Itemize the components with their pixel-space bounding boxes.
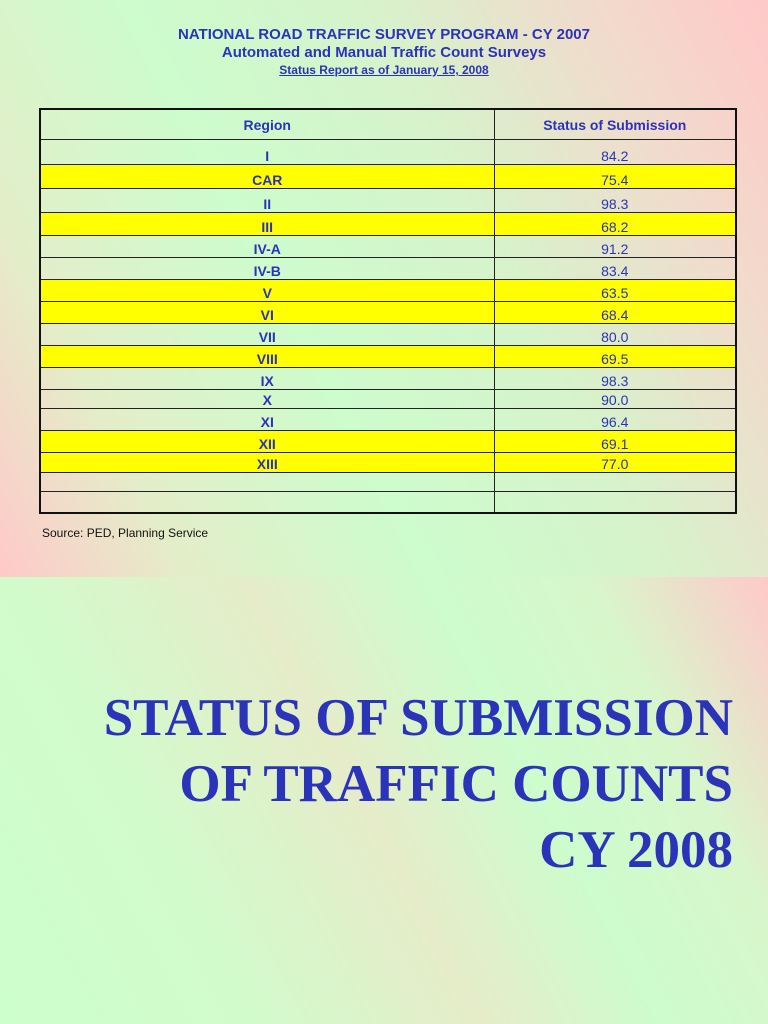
report-subtitle: Automated and Manual Traffic Count Surveys bbox=[221, 44, 547, 61]
report-title: NATIONAL ROAD TRAFFIC SURVEY PROGRAM - CY 2007 bbox=[177, 26, 590, 43]
table-row bbox=[40, 409, 736, 431]
table-row bbox=[40, 431, 736, 453]
status-value-cell: 63.5 bbox=[494, 280, 736, 302]
region-cell: IV-B bbox=[40, 258, 494, 280]
source-note: Source: PED, Planning Service bbox=[42, 526, 209, 540]
column-header-status: Status of Submission bbox=[494, 109, 736, 140]
region-cell: VII bbox=[40, 324, 494, 346]
status-value-cell: 68.2 bbox=[494, 213, 736, 236]
slide-title bbox=[104, 685, 733, 883]
table-row bbox=[40, 390, 736, 409]
status-table bbox=[39, 108, 737, 514]
region-cell: XIII bbox=[40, 453, 494, 473]
region-cell: IV-A bbox=[40, 236, 494, 258]
region-cell: IX bbox=[40, 368, 494, 390]
table-row bbox=[40, 453, 736, 473]
status-value-cell bbox=[494, 473, 736, 492]
title-slide bbox=[0, 577, 768, 1024]
region-cell: XII bbox=[40, 431, 494, 453]
status-value-cell: 80.0 bbox=[494, 324, 736, 346]
status-value-cell: 68.4 bbox=[494, 302, 736, 324]
region-cell bbox=[40, 492, 494, 513]
status-value-cell: 84.2 bbox=[494, 140, 736, 165]
status-value-cell: 91.2 bbox=[494, 236, 736, 258]
status-value-cell: 75.4 bbox=[494, 165, 736, 189]
table-row bbox=[40, 189, 736, 213]
region-cell: III bbox=[40, 213, 494, 236]
table-row bbox=[40, 368, 736, 390]
region-cell: CAR bbox=[40, 165, 494, 189]
region-cell: VIII bbox=[40, 346, 494, 368]
region-cell: V bbox=[40, 280, 494, 302]
status-value-cell: 96.4 bbox=[494, 409, 736, 431]
status-value-cell: 69.1 bbox=[494, 431, 736, 453]
region-cell: VI bbox=[40, 302, 494, 324]
table-row bbox=[40, 213, 736, 236]
region-cell: X bbox=[40, 390, 494, 409]
status-value-cell: 90.0 bbox=[494, 390, 736, 409]
table-row bbox=[40, 302, 736, 324]
status-value-cell: 77.0 bbox=[494, 453, 736, 473]
region-cell: XI bbox=[40, 409, 494, 431]
slide-title-line-2: OF TRAFFIC COUNTS bbox=[179, 755, 733, 813]
status-value-cell: 98.3 bbox=[494, 368, 736, 390]
table-row bbox=[40, 236, 736, 258]
status-value-cell: 83.4 bbox=[494, 258, 736, 280]
region-cell: I bbox=[40, 140, 494, 165]
column-header-region: Region bbox=[40, 109, 494, 140]
table-row bbox=[40, 473, 736, 492]
table-row bbox=[40, 492, 736, 513]
status-value-cell: 98.3 bbox=[494, 189, 736, 213]
report-status-date: Status Report as of January 15, 2008 bbox=[279, 63, 489, 77]
slide-title-line-1: STATUS OF SUBMISSION bbox=[103, 689, 733, 747]
slide-title-line-3: CY 2008 bbox=[539, 821, 733, 879]
table-row bbox=[40, 346, 736, 368]
table-row bbox=[40, 280, 736, 302]
region-cell: II bbox=[40, 189, 494, 213]
status-value-cell: 69.5 bbox=[494, 346, 736, 368]
status-value-cell bbox=[494, 492, 736, 513]
region-cell bbox=[40, 473, 494, 492]
table-row bbox=[40, 258, 736, 280]
table-header-row bbox=[40, 109, 736, 140]
table-row bbox=[40, 165, 736, 189]
status-table-body bbox=[40, 140, 736, 513]
table-row bbox=[40, 140, 736, 165]
table-row bbox=[40, 324, 736, 346]
